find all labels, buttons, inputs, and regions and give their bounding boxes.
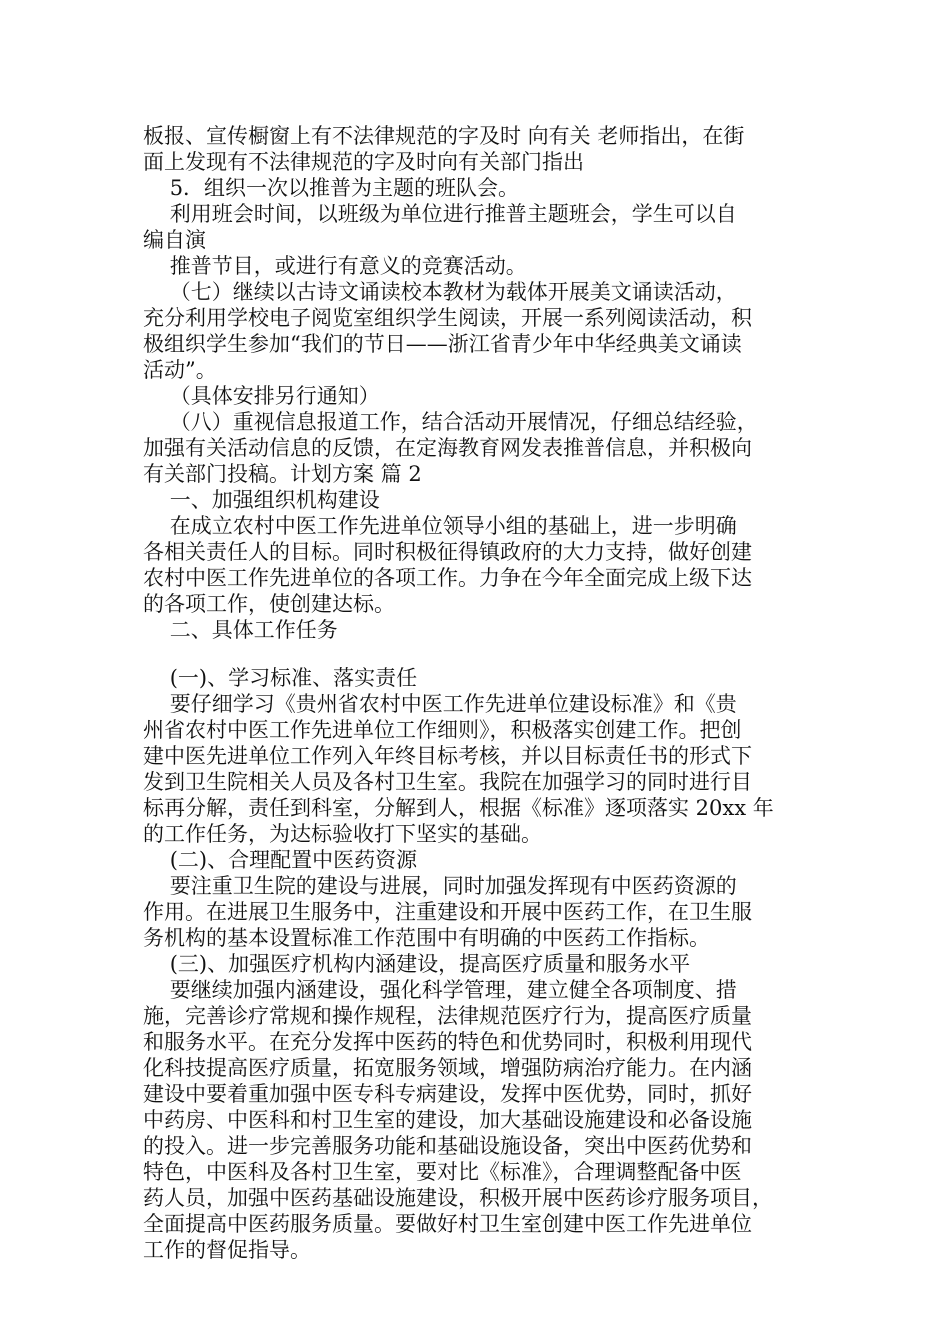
text-line: 标再分解，责任到科室，分解到人，根据《标准》逐项落实 20xx 年 — [143, 796, 774, 820]
text-line: 各相关责任人的目标。同时积极征得镇政府的大力支持，做好创建 — [143, 540, 752, 564]
text-line: 推普节目，或进行有意义的竞赛活动。 — [143, 254, 527, 278]
text-line: （八）重视信息报道工作，结合活动开展情况，仔细总结经验， — [143, 410, 758, 434]
text-line: 药人员，加强中医药基础设施建设，积极开展中医药诊疗服务项目， — [143, 1186, 773, 1210]
text-line: 的各项工作，使创建达标。 — [143, 592, 395, 616]
text-line: 板报、宣传橱窗上有不法律规范的字及时 向有关 老师指出，在街 — [143, 124, 745, 148]
text-line: 充分利用学校电子阅览室组织学生阅读，开展一系列阅读活动，积 — [143, 306, 752, 330]
text-line: 加强有关活动信息的反馈，在定海教育网发表推普信息，并积极向 — [143, 436, 752, 460]
text-line: 特色，中医科及各村卫生室，要对比《标准》，合理调整配备中医 — [143, 1160, 742, 1184]
text-line: 极组织学生参加“我们的节日——浙江省青少年中华经典美文诵读 — [143, 332, 742, 356]
text-line: 建设中要着重加强中医专科专病建设，发挥中医优势，同时，抓好 — [143, 1082, 752, 1106]
text-line: 有关部门投稿。计划方案 篇 2 — [143, 462, 422, 486]
text-line: （七）继续以古诗文诵读校本教材为载体开展美文诵读活动， — [143, 280, 737, 304]
text-line: 发到卫生院相关人员及各村卫生室。我院在加强学习的同时进行目 — [143, 770, 752, 794]
text-line: 和服务水平。在充分发挥中医药的特色和优势同时，积极利用现代 — [143, 1030, 752, 1054]
text-line: 要继续加强内涵建设，强化科学管理，建立健全各项制度、措 — [143, 978, 737, 1002]
text-line: 利用班会时间，以班级为单位进行推普主题班会，学生可以自 — [143, 202, 737, 226]
text-line: 要仔细学习《贵州省农村中医工作先进单位建设标准》和《贵 — [143, 692, 737, 716]
text-line: 全面提高中医药服务质量。要做好村卫生室创建中医工作先进单位 — [143, 1212, 752, 1236]
text-line: 工作的督促指导。 — [143, 1238, 311, 1262]
text-line: 面上发现有不法律规范的字及时向有关部门指出 — [143, 150, 584, 174]
text-line: 编自演 — [143, 228, 206, 252]
text-line: 中药房、中医科和村卫生室的建设，加大基础设施建设和必备设施 — [143, 1108, 752, 1132]
text-line: 州省农村中医工作先进单位工作细则》，积极落实创建工作。把创 — [143, 718, 742, 742]
text-line: 要注重卫生院的建设与进展，同时加强发挥现有中医药资源的 — [143, 874, 737, 898]
subsection-heading: (二)、合理配置中医药资源 — [143, 848, 418, 872]
text-line: 的投入。进一步完善服务功能和基础设施设备，突出中医药优势和 — [143, 1134, 752, 1158]
text-line: 化科技提高医疗质量，拓宽服务领域，增强防病治疗能力。在内涵 — [143, 1056, 752, 1080]
text-line: 在成立农村中医工作先进单位领导小组的基础上，进一步明确 — [143, 514, 737, 538]
section-heading: 一、加强组织机构建设 — [143, 488, 380, 512]
subsection-heading: (一)、学习标准、落实责任 — [143, 666, 418, 690]
text-line: （具体安排另行通知） — [143, 384, 380, 408]
text-line: 作用。在进展卫生服务中，注重建设和开展中医药工作，在卫生服 — [143, 900, 752, 924]
text-line: 的工作任务，为达标验收打下坚实的基础。 — [143, 822, 542, 846]
text-line: 5．组织一次以推普为主题的班队会。 — [143, 176, 520, 200]
text-line: 务机构的基本设置标准工作范围中有明确的中医药工作指标。 — [143, 926, 710, 950]
blank-line — [143, 643, 815, 665]
section-heading: 二、具体工作任务 — [143, 618, 338, 642]
text-line: 农村中医工作先进单位的各项工作。力争在今年全面完成上级下达 — [143, 566, 752, 590]
text-line: 施，完善诊疗常规和操作规程，法律规范医疗行为，提高医疗质量 — [143, 1004, 752, 1028]
document-body — [143, 123, 815, 1263]
text-line: 活动”。 — [143, 358, 217, 382]
text-line: 建中医先进单位工作列入年终目标考核，并以目标责任书的形式下 — [143, 744, 752, 768]
subsection-heading: (三)、加强医疗机构内涵建设，提高医疗质量和服务水平 — [143, 952, 691, 976]
